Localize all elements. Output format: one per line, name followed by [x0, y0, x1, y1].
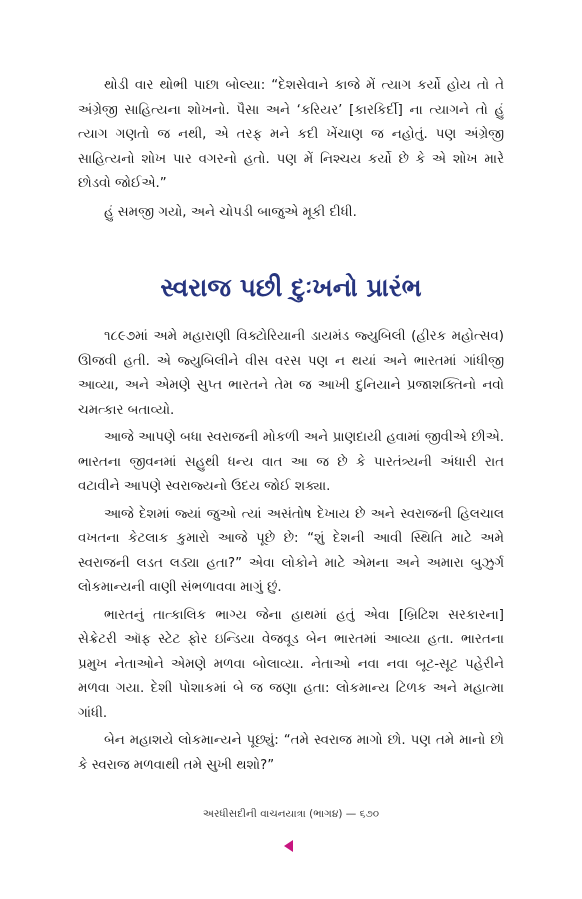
section-heading: સ્વરાજ પછી દુઃખનો પ્રારંભ [160, 273, 422, 302]
left-triangle-icon[interactable] [284, 840, 293, 852]
intro-paragraph-2: હું સમજી ગયો, અને ચોપડી બાજુએ મૂકી દીધી. [104, 204, 357, 220]
section-paragraph-5: બેન મહાશયે લોકમાન્યને પૂછ્યું: “તમે સ્વરાજ માગો છો. પણ તમે માનો છો કે સ્વરાજ મળવાથી તમે સુખી થશો?” [78, 733, 504, 773]
section-body [78, 325, 504, 778]
intro-paragraph-1: થોડી વાર થોભી પાછા બોલ્યા: “દેશસેવાને કાજે મેં ત્યાગ કર્યો હોય તો તે અંગ્રેજી સાહિત્યના શોખનો. પૈસા અને ‘કરિયર’ [કારકિર્દી] ના ત્યાગને તો હું ત્યાગ ગણતો જ નથી, એ તરફ મને કદી ખેંચાણ જ નહોતું. પણ અંગ્રેજી સાહિત્યનો શોખ પાર વગરનો હતો. પણ મેં નિશ્ચય કર્યો છે કે એ શોખ મારે છોડવો જોઈએ.” [78, 78, 504, 191]
section-paragraph-3: આજે દેશમાં જ્યાં જુઓ ત્યાં અસંતોષ દેખાય છે અને સ્વરાજની હિલચાલ વખતના કેટલાક કુમારો આજે પૂછે છે: “શું દેશની આવી સ્થિતિ માટે અમે સ્વરાજની લડત લડ્યા હતા?” એવા લોકોને માટે એમના અને અમારા બુઝુર્ગ લોકમાન્યની વાણી સંભળાવવા માગું છું. [78, 506, 504, 595]
section-paragraph-1: ૧૮૯૭માં અમે મહારાણી વિક્ટોરિયાની ડાયમંડ જ્યુબિલી (હીરક મહોત્સવ) ઊજવી હતી. એ જ્યુબિલીને વીસ વરસ પણ ન થયાં અને ભારતમાં ગાંધીજી આવ્યા, અને એમણે સુપ્ત ભારતને તેમ જ આખી દુનિયાને પ્રજાશક્તિનો નવો ચમત્કાર બતાવ્યો. [78, 329, 504, 418]
page-body [78, 74, 504, 781]
section-paragraph-2: આજે આપણે બધા સ્વરાજની મોકળી અને પ્રાણદાયી હવામાં જીવીએ છીએ. ભારતના જીવનમાં સહુથી ધન્ય વાત આ જ છે કે પારતંત્ર્યની અંધારી રાત વટાવીને આપણે સ્વરાજ્યનો ઉદય જોઈ શક્યા. [78, 430, 504, 494]
page-footer: અરધીસદીની વાચનયાત્રા (ભાગ૪) — ૬૭૦ [202, 808, 380, 820]
section-paragraph-4: ભારતનું તાત્કાલિક ભાગ્ય જેના હાથમાં હતું એવા [બ્રિટિશ સરકારના] સેક્રેટરી ઑફ સ્ટેટ ફોર ઇન્ડિયા વેજવૂડ બેન ભારતમાં આવ્યા હતા. ભારતના પ્રમુખ નેતાઓને એમણે મળવા બોલાવ્યા. નેતાઓ નવા નવા બૂટ-સૂટ પહેરીને મળવા ગયા. દેશી પોશાકમાં બે જ જણા હતા: લોકમાન્ય ટિળક અને મહાત્મા ગાંધી. [78, 607, 504, 721]
